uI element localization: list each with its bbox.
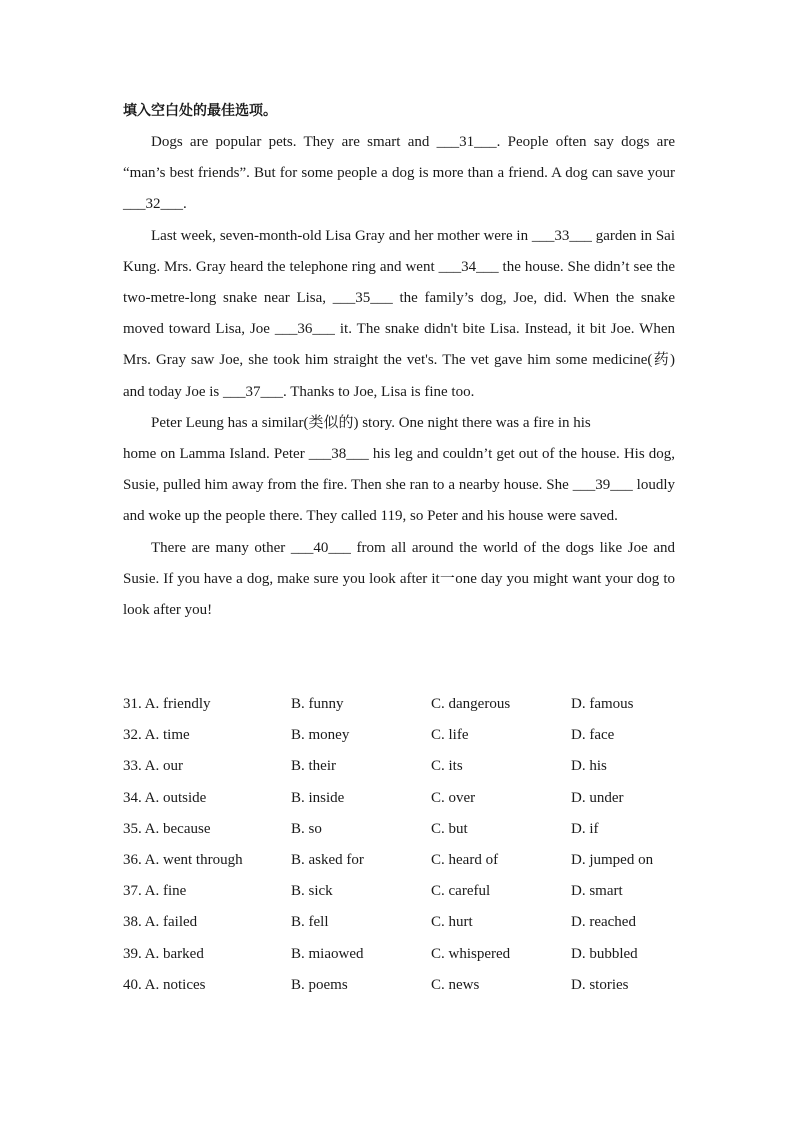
option-b: B. miaowed [291,945,364,962]
option-a: 35. A. because [123,820,211,837]
option-a: 39. A. barked [123,945,204,962]
paragraph-3: home on Lamma Island. Peter ___38___ his leg and couldn’t get out of the house. His dog, Susie, pulled him away from the fire. Then she ran to a nearby house. She ___39___ loudly and woke up the people there. They called 119, so Peter and his house were saved. [123,446,675,525]
option-c: C. its [431,758,463,775]
option-a: 38. A. failed [123,914,198,931]
option-d: D. under [571,789,624,806]
option-a: 40. A. notices [123,976,206,993]
question-33 [123,751,683,782]
option-b: B. sick [291,883,333,900]
option-d: D. reached [571,914,636,931]
option-b: B. money [291,727,350,744]
option-b: B. poems [291,976,348,993]
option-a: 34. A. outside [123,789,207,806]
option-d: D. his [571,758,607,775]
question-32 [123,720,683,751]
question-38 [123,907,683,938]
option-c: C. dangerous [431,696,511,712]
paragraph-4: There are many other ___40___ from all around the world of the dogs like Joe and Susie. If you have a dog, make sure you look after it一one day you might want your dog to look after you! [123,539,675,619]
question-36 [123,845,683,876]
option-c: C. hurt [431,914,473,931]
option-b: B. their [291,758,336,775]
instruction-heading: 填入空白处的最佳选项。 [123,103,277,119]
question-39 [123,939,683,970]
option-d: D. if [571,820,599,837]
option-c: C. whispered [431,945,511,962]
option-b: B. inside [291,789,345,806]
option-a: 31. A. friendly [123,696,211,712]
option-b: B. asked for [291,851,364,868]
option-b: B. fell [291,914,329,931]
option-a: 32. A. time [123,727,190,744]
paragraph-1: Dogs are popular pets. They are smart and ___31___. People often say dogs are “man’s best friends”. But for some people a dog is more than a friend. A dog can save your ___32___. [123,134,675,213]
option-c: C. heard of [431,851,499,868]
option-d: D. face [571,727,615,744]
option-b: B. funny [291,696,344,712]
question-40 [123,970,683,1001]
option-a: 37. A. fine [123,883,187,900]
option-a: 36. A. went through [123,851,243,868]
question-34 [123,783,683,814]
cloze-passage [123,96,675,626]
paragraph-3-line-1: Peter Leung has a similar(类似的) story. One night there was a fire in his [151,414,591,431]
question-31 [123,689,683,720]
option-b: B. so [291,820,322,837]
option-c: C. news [431,976,480,993]
option-d: D. jumped on [571,851,654,868]
option-d: D. smart [571,883,623,900]
paragraph-2: Last week, seven-month-old Lisa Gray and her mother were in ___33___ garden in Sai Kung. Mrs. Gray heard the telephone ring and went ___34___ the house. She didn’t see the two-metre-long snake near Lisa, ___35___ the family’s dog, Joe, did. When the snake moved toward Lisa, Joe ___36___ it. The snake didn't bite Lisa. Instead, it bit Joe. When Mrs. Gray saw Joe, she took him straight the vet's. The vet gave him some medicine(药) and today Joe is ___37___. Thanks to Joe, Lisa is fine too. [123,227,675,400]
option-a: 33. A. our [123,758,183,775]
option-c: C. life [431,727,469,744]
question-35 [123,814,683,845]
option-d: D. stories [571,976,629,993]
option-d: D. famous [571,696,634,712]
question-37 [123,876,683,907]
option-c: C. but [431,820,468,837]
option-d: D. bubbled [571,945,638,962]
option-c: C. careful [431,883,491,900]
answer-options [123,689,683,1001]
option-c: C. over [431,789,476,806]
